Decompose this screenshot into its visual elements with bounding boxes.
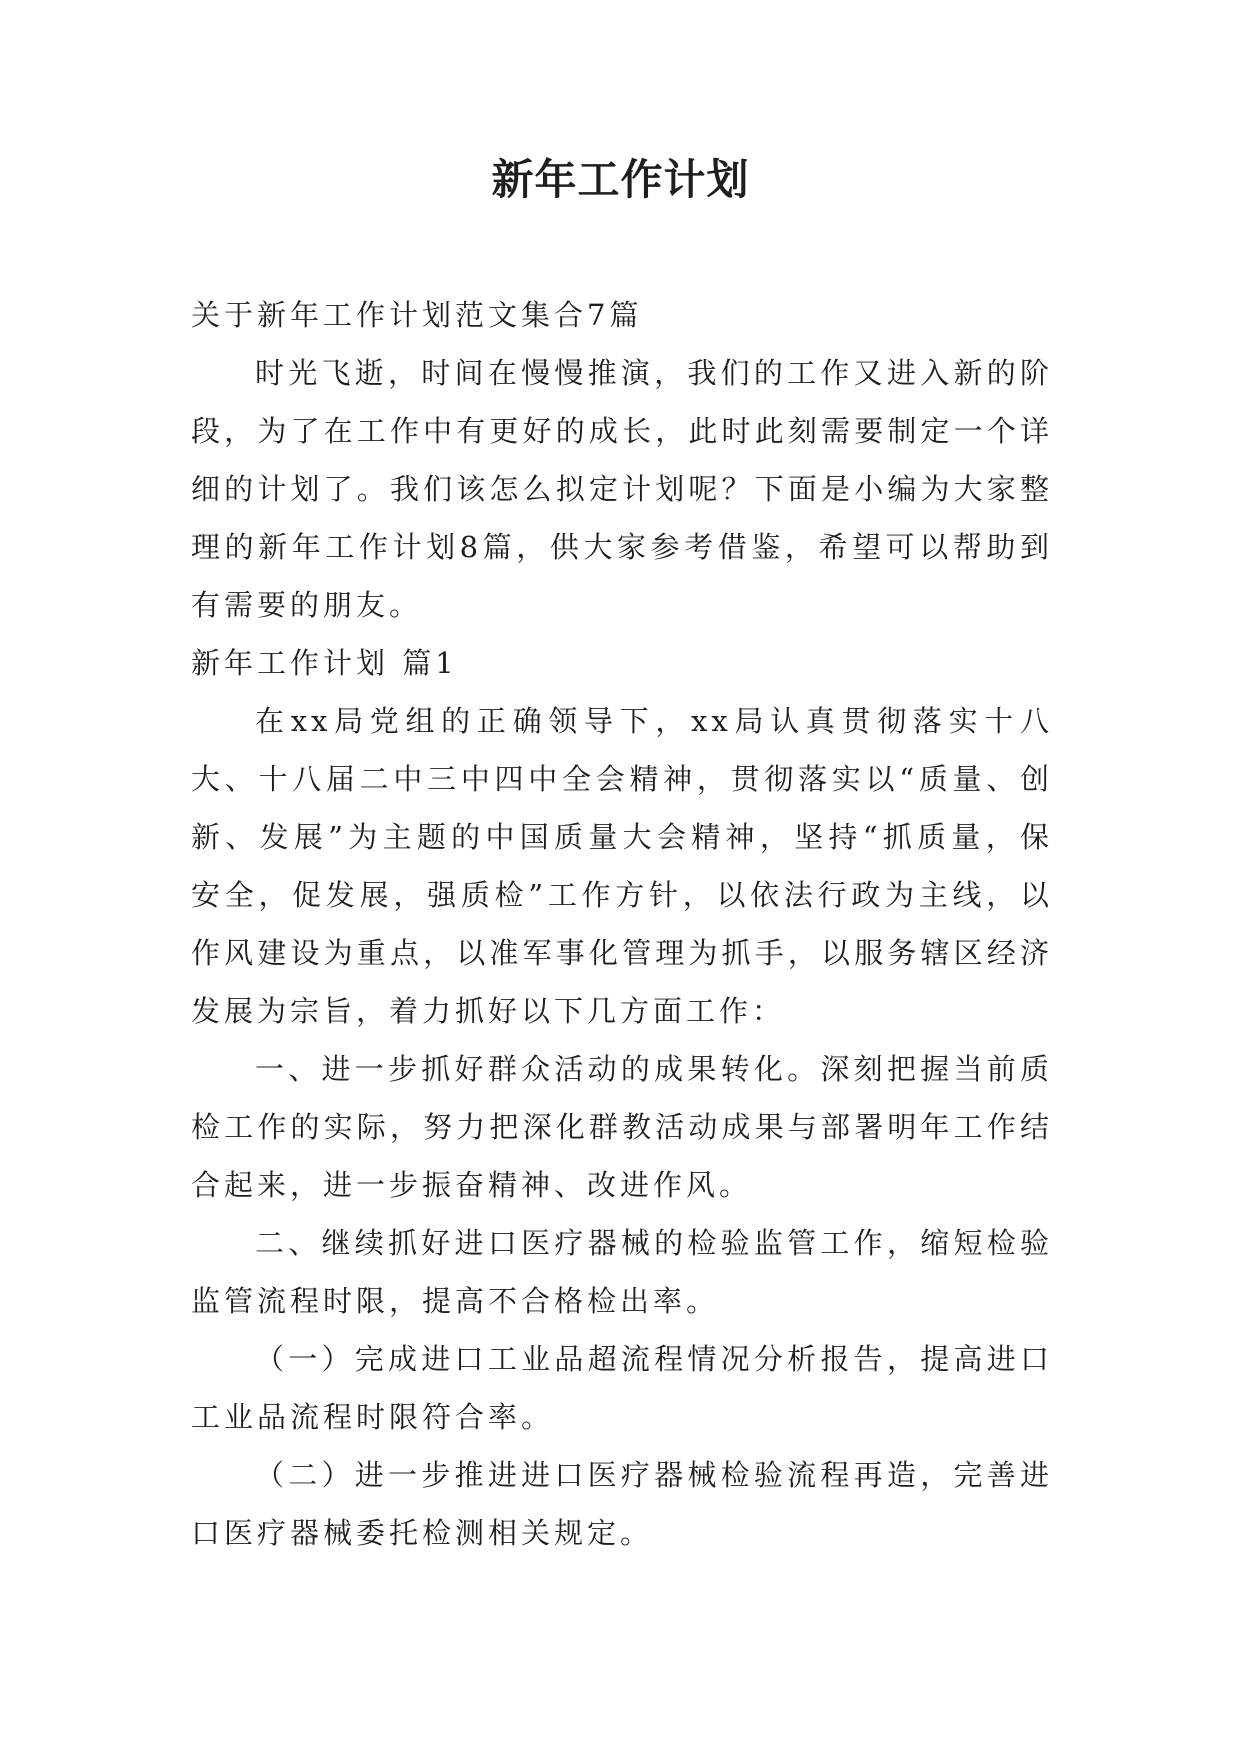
body-paragraph: 在xx局党组的正确领导下，xx局认真贯彻落实十八大、十八届二中三中四中全会精神，贯彻落实以“质量、创新、发展”为主题的中国质量大会精神，坚持“抓质量，保安全，促发展，强质检”工作方针，以依法行政为主线，以作风建设为重点，以准军事化管理为抓手，以服务辖区经济发展为宗旨，着力抓好以下几方面工作：: [191, 704, 1053, 1028]
section-heading: 新年工作计划 篇1: [191, 646, 458, 680]
body-paragraph: （一）完成进口工业品超流程情况分析报告，提高进口工业品流程时限符合率。: [191, 1342, 1053, 1434]
body-paragraph: 一、进一步抓好群众活动的成果转化。深刻把握当前质检工作的实际，努力把深化群教活动成果与部署明年工作结合起来，进一步振奋精神、改进作风。: [191, 1052, 1053, 1202]
intro-paragraph: 时光飞逝，时间在慢慢推演，我们的工作又进入新的阶段，为了在工作中有更好的成长，此时此刻需要制定一个详细的计划了。我们该怎么拟定计划呢？下面是小编为大家整理的新年工作计划8篇，供大家参考借鉴，希望可以帮助到有需要的朋友。: [191, 356, 1053, 622]
document-title: 新年工作计划: [491, 155, 750, 204]
body-paragraph: （二）进一步推进进口医疗器械检验流程再造，完善进口医疗器械委托检测相关规定。: [191, 1458, 1053, 1550]
document-subtitle: 关于新年工作计划范文集合7篇: [191, 298, 643, 332]
body-paragraph: 二、继续抓好进口医疗器械的检验监管工作，缩短检验监管流程时限，提高不合格检出率。: [191, 1226, 1053, 1318]
document-body: [191, 286, 1053, 1562]
